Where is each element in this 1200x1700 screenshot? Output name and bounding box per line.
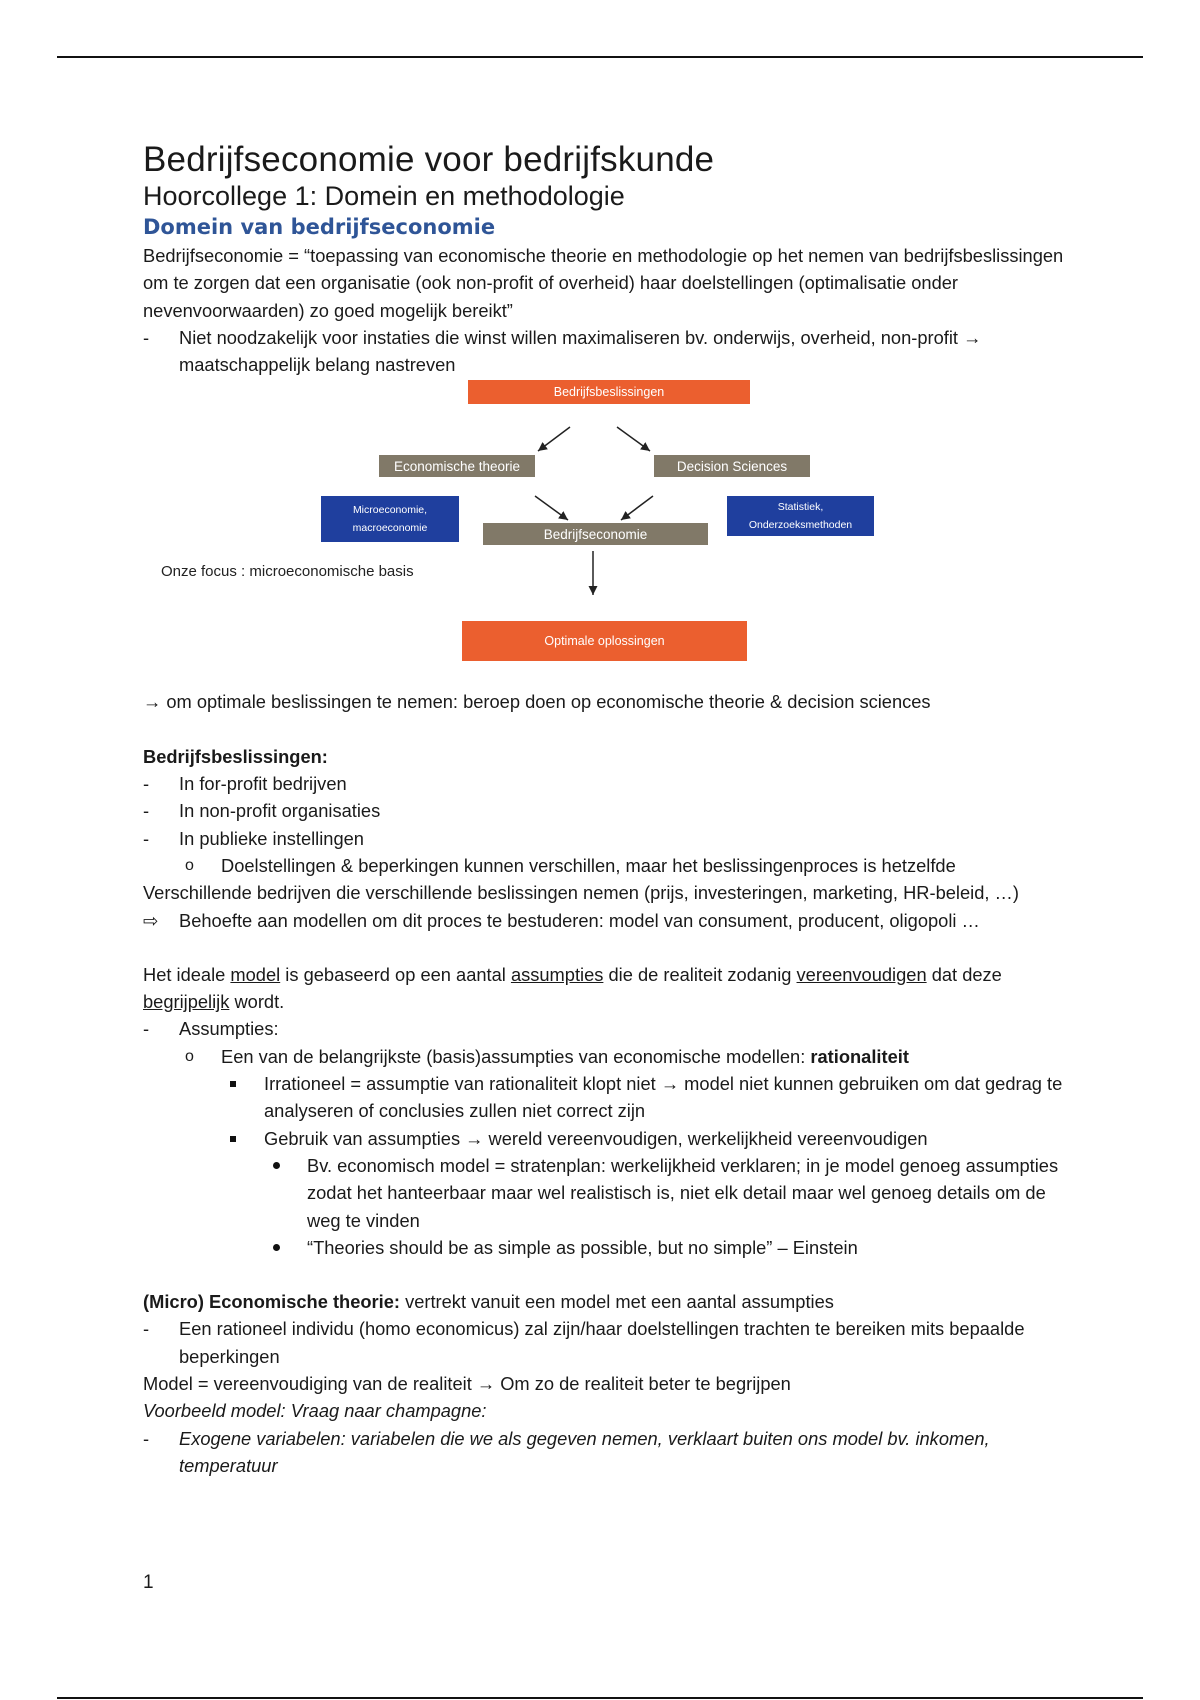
decision-diagram: [143, 380, 1073, 688]
decisions-text: Verschillende bedrijven die verschillende beslissingen nemen (prijs, investeringen, marketing, HR-beleid, …): [143, 882, 1019, 904]
model-text-i: wordt.: [229, 991, 285, 1013]
square-bullet: [228, 1125, 248, 1152]
box-micro-macro: [321, 496, 459, 542]
micro-paragraph: [143, 1288, 1073, 1315]
example-heading-text: Voorbeeld model: Vraag naar champagne:: [143, 1400, 487, 1422]
assumptions-label: Assumpties:: [179, 1018, 279, 1040]
assumption-main: Een van de belangrijkste (basis)assumpties van economische modellen:: [221, 1045, 811, 1067]
focus-label: Onze focus : microeconomische basis: [161, 563, 414, 581]
bottom-rule: [57, 1697, 1143, 1699]
arrow-decision-to-center: [621, 496, 653, 520]
decisions-heading-text: Bedrijfsbeslissingen:: [143, 745, 328, 767]
statistiek-label: Statistiek,: [777, 501, 824, 514]
model-paragraph: [143, 961, 1073, 1016]
assumption-main-bold: rationaliteit: [810, 1045, 909, 1067]
model-text-a: Het ideale: [143, 963, 231, 985]
dash-bullet: -: [143, 1018, 150, 1040]
model-text-c: is gebaseerd op een aantal: [280, 963, 511, 985]
dash-bullet: -: [143, 1427, 150, 1449]
list-item: [228, 1070, 1073, 1125]
model-text-model: model: [230, 963, 281, 985]
spacer: [143, 1261, 1073, 1288]
list-item: [143, 1315, 1073, 1370]
list-item: [143, 324, 1073, 379]
model-text-begrijpelijk: begrijpelijk: [143, 991, 230, 1013]
circle-bullet: o: [185, 856, 194, 874]
box-bedrijfsbeslissingen: Bedrijfsbeslissingen: [468, 380, 750, 404]
list-item: [185, 1043, 1073, 1070]
model-text-e: die de realiteit zodanig: [603, 963, 797, 985]
dash-bullet: -: [143, 1318, 150, 1340]
example-heading: [143, 1397, 1073, 1424]
arrow-top-to-econ: [538, 427, 570, 451]
box-statistiek: [727, 496, 874, 536]
decisions-heading: [143, 743, 1073, 770]
definition-paragraph: Bedrijfseconomie = “toepassing van economische theorie en methodologie op het nemen van bedrijfsbeslissingen om te zorgen dat een organisatie (ook non-profit of overheid) haar doelstellingen (optimalisatie onder nevenvoorwaarden) zo goed mogelijk bereikt”: [143, 245, 1064, 321]
list-item: [143, 797, 1073, 824]
top-rule: [57, 56, 1143, 58]
micro-label: Microeconomie,: [352, 504, 428, 517]
dash-bullet: -: [143, 326, 150, 348]
list-item: [143, 907, 1073, 934]
document-title: Bedrijfseconomie voor bedrijfskunde: [143, 140, 715, 179]
arrow-econ-to-center: [535, 496, 568, 520]
model-text-assumpties: assumpties: [510, 963, 604, 985]
list-item: [185, 852, 1073, 879]
arrow-top-to-decision: [617, 427, 650, 451]
dot-bullet: [271, 1152, 291, 1179]
decision-item-1: In for-profit bedrijven: [179, 773, 347, 795]
list-item: [143, 1015, 1073, 1042]
section-heading: Domein van bedrijfseconomie: [143, 215, 496, 239]
definition-bullet-text: Niet noodzakelijk voor instaties die winst willen maximaliseren bv. onderwijs, overheid, non-profit → maatschappelijk belang nastreven: [179, 326, 982, 376]
macro-label: macroeconomie: [352, 522, 428, 535]
decisions-sub-text: Doelstellingen & beperkingen kunnen verschillen, maar het beslissingenproces is hetzelfde: [221, 854, 956, 876]
list-item: [143, 825, 1073, 852]
list-item: [271, 1234, 1073, 1261]
box-optimale-oplossingen: Optimale oplossingen: [462, 621, 747, 661]
einstein-quote: “Theories should be as simple as possible, but no simple” – Einstein: [307, 1236, 858, 1258]
box-economische-theorie: Economische theorie: [379, 455, 535, 477]
exogenous-text: Exogene variabelen: variabelen die we als gegeven nemen, verklaart buiten ons model bv. inkomen, temperatuur: [179, 1427, 990, 1476]
page-content: [143, 140, 1073, 1479]
dash-bullet: -: [143, 827, 150, 849]
model-text-g: dat deze: [926, 963, 1002, 985]
decision-item-3: In publieke instellingen: [179, 827, 364, 849]
model-text-vereenvoudigen: vereenvoudigen: [796, 963, 927, 985]
example-city-text: Bv. economisch model = stratenplan: werkelijkheid verklaren; in je model genoeg assumpties zodat het hanteerbaar maar wel realistisch is, niet elk detail maar wel genoeg details om de weg te vinden: [307, 1154, 1059, 1231]
dash-bullet: -: [143, 800, 150, 822]
page-number: 1: [143, 1572, 154, 1593]
spacer: [143, 934, 1073, 961]
dash-bullet: -: [143, 773, 150, 795]
micro-text: vertrekt vanuit een model met een aantal assumpties: [400, 1291, 834, 1313]
list-item: [143, 1425, 1073, 1480]
box-bedrijfseconomie: Bedrijfseconomie: [483, 523, 708, 545]
micro-bold: (Micro) Economische theorie:: [143, 1291, 400, 1313]
square-bullet: [228, 1070, 248, 1097]
circle-bullet: o: [185, 1047, 194, 1065]
use-assumptions-text: Gebruik van assumpties → wereld vereenvoudigen, werkelijkheid vereenvoudigen: [264, 1127, 928, 1149]
arrow-line: → om optimale beslissingen te nemen: beroep doen op economische theorie & decision sciences: [143, 691, 931, 713]
list-item: [228, 1125, 1073, 1152]
box-decision-sciences: Decision Sciences: [654, 455, 810, 477]
micro-bullet-text: Een rationeel individu (homo economicus) zal zijn/haar doelstellingen trachten te bereiken mits bepaalde beperkingen: [179, 1318, 1025, 1367]
dot-bullet: [271, 1234, 291, 1261]
onderzoeksmethoden-label: Onderzoeksmethoden: [748, 519, 853, 532]
spacer: [143, 716, 1073, 743]
decisions-arrow-text: Behoefte aan modellen om dit proces te bestuderen: model van consument, producent, oligopoli …: [179, 909, 980, 931]
irrational-text: Irrationeel = assumptie van rationaliteit klopt niet → model niet kunnen gebruiken om dat gedrag te analyseren of conclusies zullen niet correct zijn: [264, 1073, 1063, 1122]
model-definition: Model = vereenvoudiging van de realiteit → Om zo de realiteit beter te begrijpen: [143, 1373, 791, 1395]
list-item: [271, 1152, 1073, 1234]
lecture-subtitle: Hoorcollege 1: Domein en methodologie: [143, 181, 625, 211]
decision-item-2: In non-profit organisaties: [179, 800, 381, 822]
list-item: [143, 770, 1073, 797]
arrow-bullet-icon: ⇨: [143, 909, 159, 931]
